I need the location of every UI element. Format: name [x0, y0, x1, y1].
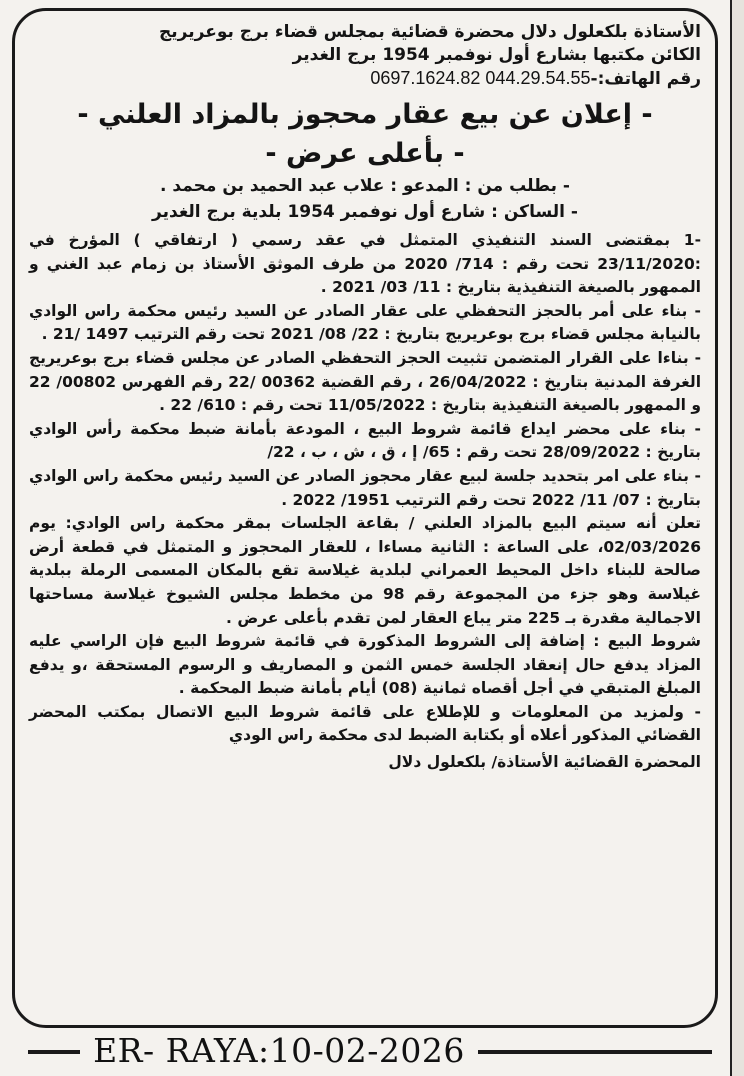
publication-date-bar — [0, 1030, 744, 1070]
paragraph-conditions-deposit: - بناء على محضر ايداع قائمة شروط البيع ، المودعة بأمانة ضبط محكمة رأس الوادي بتاريخ : 28/09/2022 تحت رقم : 65/ إ ، ق ، ش ، ب ، 22/ — [29, 419, 701, 462]
paragraph-seizure-confirmation: - بناءا على القرار المتضمن تثبيت الحجز التحفظي الصادر عن مجلس قضاء برج بوعريريج الغرفة المدنية بتاريخ : 26/04/2022 ، رقم القضية 00362 /22 رقم الفهرس 00802/ 22 و الممهور بالصيغة التنفيذية بتاريخ : 11/05/2022 تحت رقم : 610/ 22 . — [29, 348, 702, 415]
paragraph-more-info: - ولمزيد من المعلومات و للإطلاع على قائمة شروط البيع الاتصال بمكتب المحضر القضائي المذكور أعلاه أو بكتابة الضبط لدى محكمة راس الودي — [29, 702, 701, 745]
announcement-subtitle: - بأعلى عرض - — [265, 138, 465, 169]
phone-label: رقم الهاتف:- — [590, 69, 701, 89]
adjacent-column-edge — [730, 0, 744, 1076]
requester-line: - بطلب من : المدعو : علاب عبد الحميد بن محمد . — [160, 176, 570, 196]
paragraph-seizure-order: - بناء على أمر بالحجز التحفظي على عقار الصادر عن السيد رئيس محكمة راس الوادي بالنيابة مجلس قضاء برج بوعريريج بتاريخ : 22/ 08/ 2021 تحت رقم الترتيب 1497 /21 . — [29, 301, 701, 344]
signature-line: المحضرة القضائية الأستاذة/ بلكعلول دلال — [388, 753, 701, 772]
phone-numbers: 0697.1624.82 044.29.54.55 — [370, 68, 591, 88]
paragraph-auction-notice: تعلن أنه سيتم البيع بالمزاد العلني / بقاعة الجلسات بمقر محكمة راس الوادي: يوم 02/03/2026، على الساعة : الثانية مساءا ، للعقار المحجوز و المتمثل في قطعة أرض صالحة للبناء داخل المحيط العمراني لبلدية غيلاسة تقع بالمكان المسمى الرملة ببلدية غيلاسة وهو جزء من المجموعة رقم 98 من مخطط مجلس الشيوخ غيلاسة مساحتها الاجمالية مقدرة بـ 225 متر يباع العقار لمن تقدم بأعلى عرض . — [29, 514, 701, 627]
date-rule-right — [478, 1050, 712, 1054]
requester-address-line: - الساكن : شارع أول نوفمبر 1954 بلدية برج الغدير — [152, 202, 578, 222]
publication-date-stamp: ER- RAYA:10-02-2026 — [93, 1031, 465, 1070]
paragraph-sale-conditions: شروط البيع : إضافة إلى الشروط المذكورة في قائمة شروط البيع فإن الراسي عليه المزاد يدفع حال إنعقاد الجلسة خمس الثمن و المصاريف و الرسوم المستحقة ،و يدفع المبلغ المتبقي في أجل أقصاه ثمانية (08) أيام بأمانة ضبط المحكمة . — [29, 632, 701, 698]
bailiff-office-address: الكائن مكتبها بشارع أول نوفمبر 1954 برج الغدير — [292, 45, 701, 65]
bailiff-name-line: الأستاذة بلكعلول دلال محضرة قضائية بمجلس قضاء برج بوعريريج — [159, 22, 701, 42]
paragraph-hearing-order: - بناء على امر بتحديد جلسة لبيع عقار محجوز الصادر عن السيد رئيس محكمة راس الوادي بتاريخ : 07/ 11/ 2022 تحت رقم الترتيب 1951/ 2022 . — [29, 466, 701, 509]
date-rule-left — [28, 1050, 80, 1054]
announcement-body — [29, 229, 701, 748]
announcement-title: - إعلان عن بيع عقار محجوز بالمزاد العلني - — [77, 99, 653, 130]
announcement-frame — [12, 8, 718, 1028]
phone-line — [29, 67, 701, 91]
paragraph-enforcement-title: -1 بمقتضى السند التنفيذي المتمثل في عقد رسمي ( ارتفاقي ) المؤرخ في :23/11/2020 تحت رقم : 714/ 2020 من طرف الموثق الأستاذ بن زمام عبد الغني و الممهور بالصيغة التنفيذية بتاريخ : 11/ 03/ 2021 . — [29, 231, 701, 297]
